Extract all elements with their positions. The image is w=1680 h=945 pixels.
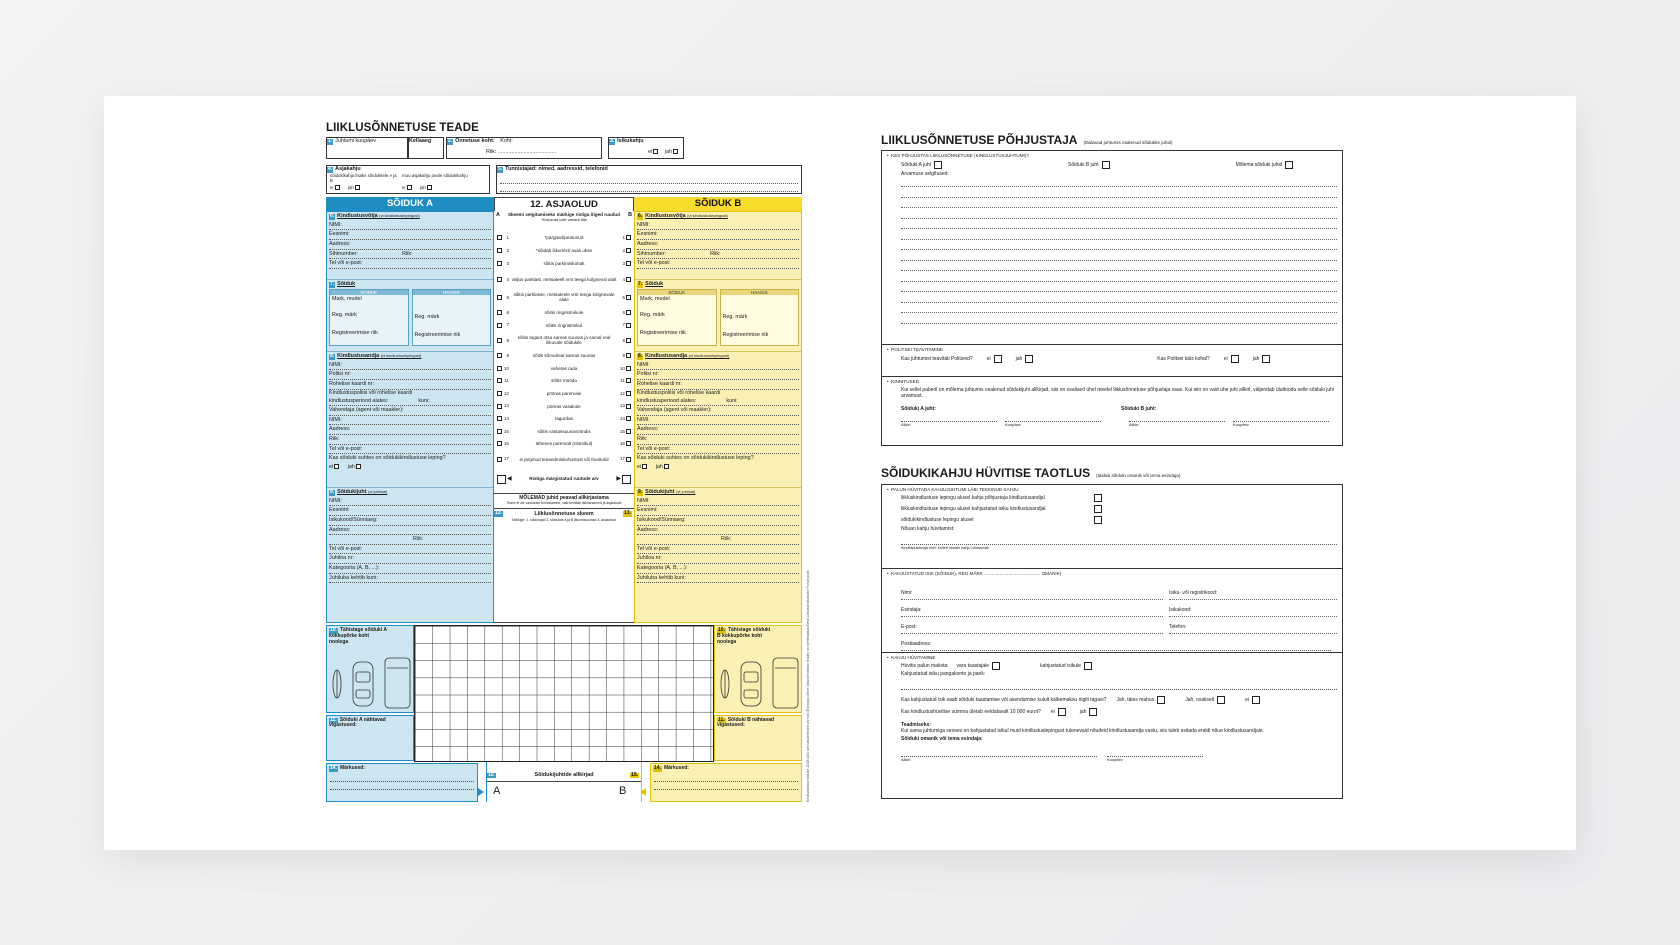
circumstance-a-checkbox[interactable]: [497, 378, 502, 383]
company-a-agent-name-field[interactable]: NIMI:: [329, 416, 491, 426]
injury-yes-checkbox[interactable]: [673, 149, 678, 154]
company-b-name-field[interactable]: NIMI:: [637, 361, 799, 371]
company-a-name-field[interactable]: NIMI:: [329, 361, 491, 371]
reason-line[interactable]: [901, 313, 1337, 324]
circumstance-row: 9 sõitis kõrvalreal samas suunas 9: [496, 349, 632, 362]
circumstance-b-checkbox[interactable]: [626, 457, 631, 462]
reason-line[interactable]: [901, 282, 1337, 293]
company-a-agent-address-field[interactable]: Aadress:: [329, 425, 491, 435]
insurer-a-firstname-field[interactable]: Eesnimi:: [329, 230, 491, 240]
circumstance-row: 11 sõitis mööda 11: [496, 375, 632, 388]
driver-b-date-field[interactable]: Kuupäev: [1233, 421, 1329, 428]
field-injury[interactable]: 3. Isikukahju ei jah: [608, 137, 684, 159]
company-a-section: 8. Kindlustusandja (vt kindlustuslepingust) NIMI: Poliisi nr: Rohelise kaardi nr: Kindlustuspoliisi või rohelise kaardi kindlustusperiood alates: kuni: Vahendaja (agent või maakler): NIMI: Aadress: Riik: Tel või e-post: Kas sõiduki suhtes on sõidukikindlustuse leping? ei jah: [327, 352, 493, 488]
circumstance-row: 13 pööras vasakule 13: [496, 400, 632, 413]
vehicle-b-reg-field[interactable]: Reg. märk: [640, 311, 665, 318]
circumstance-b-checkbox[interactable]: [626, 295, 631, 300]
police-informed-no-checkbox[interactable]: [994, 355, 1002, 363]
letter-b: B: [619, 785, 627, 797]
damage-b-yes-checkbox[interactable]: [427, 185, 432, 190]
driver-b-valid-field[interactable]: Juhiluba kehtib kuni:: [637, 574, 799, 584]
vehicle-a-column: [326, 211, 494, 623]
bank-account-field[interactable]: [901, 689, 1337, 690]
circumstance-b-checkbox[interactable]: [626, 248, 631, 253]
police-present-yes-checkbox[interactable]: [1262, 355, 1270, 363]
pay-injured-checkbox[interactable]: [1084, 662, 1092, 670]
driver-b-category-field[interactable]: Kategooria (A, B, ...):: [637, 564, 799, 574]
company-a-agent-contact-field[interactable]: Tel või e-post:: [329, 445, 491, 455]
circumstance-a-checkbox[interactable]: [497, 441, 502, 446]
reason-line[interactable]: [901, 187, 1337, 198]
owner-date-field[interactable]: Kuupäev: [1107, 756, 1203, 763]
injury-no-checkbox[interactable]: [653, 149, 658, 154]
reason-line[interactable]: [901, 271, 1337, 282]
vat-partial-checkbox[interactable]: [1217, 696, 1225, 704]
field-location[interactable]: 2. Õnnetuse koht: Koht: Riik: .......................................: [446, 137, 602, 159]
company-b-agent-field[interactable]: Vahendaja (agent või maakler):: [637, 406, 799, 416]
damage-a-no-checkbox[interactable]: [335, 185, 340, 190]
circumstance-row: 8 sõitis tagant otsa samas suunas ja samal real liikuvale sõidukile 8: [496, 331, 632, 349]
trailer-a-country-field[interactable]: Registreerimise riik: [414, 331, 461, 338]
company-a-agent-field[interactable]: Vahendaja (agent või maakler):: [329, 406, 491, 416]
driver-b-license-field[interactable]: Juhiloa nr:: [637, 554, 799, 564]
insurer-b-contact-field[interactable]: Tel või e-post:: [637, 259, 799, 269]
accident-report-form: [326, 122, 810, 802]
field-property-damage[interactable]: 4. Asjakahju sõidukikahju lisaks sõidukitele A ja B muu asjakahju peale sõidukikahju ei jah ei jah: [326, 165, 490, 194]
driver-a-name-field[interactable]: NIMI:: [329, 497, 491, 507]
insurer-a-contact-field[interactable]: Tel või e-post:: [329, 259, 491, 269]
cause-a-checkbox[interactable]: [934, 161, 942, 169]
sum-no-checkbox[interactable]: [1058, 708, 1066, 716]
arrow-b-icon: [640, 788, 646, 796]
circumstance-a-checkbox[interactable]: [497, 416, 502, 421]
person-email-field[interactable]: E-post:: [901, 617, 1163, 634]
circumstance-b-checkbox[interactable]: [626, 366, 631, 371]
count-b-box[interactable]: [622, 475, 631, 484]
vehicle-b-make-field[interactable]: Mark, mudel: [640, 295, 670, 302]
circumstance-a-checkbox[interactable]: [497, 457, 502, 462]
circumstance-row: 3 sõitis parkimiskohalt 3: [496, 258, 632, 271]
claim-section: • PALUN HÜVITADA KAHJUJUHTUMI LÄBI TEKKINUD KAHJU liikluskindlustuse lepingu alusel kahju põhjustaja kindlustusandjal liikluskindlustuse lepingu alusel kahjustatud isiku kindlustusandjal sõidukikindlustuse lepingu alusel Nõuan kahju hüvitamist: Kindlustusandja nimi, kellelt nõuate kahju hüvitamist • KAHJUSTATUD ISIK (SÕIDUK), REG.MÄRK ............................................ OMANIK) Nimi: Esindaja: E-post: Postiaadress: Isiku- või registrikood: Isikukood: Telefon: • KAHJU HÜVITAMINE Hüvitis palun maksta: vara taastajale kahjustatud isikule Kahjustatud isiku pangakonto ja pank: Kas kahjustatud isik saab sõiduki taastamise või asendamise kulult käibemaksu riigilt tagasi? Jah, täies mahus Jah, osaliselt ei Kas kindlustushüvitise summa ületab eeldatavalt 10 000 eurot? ei jah Teadmiseks: Kui sama juhtumiga seoses on kahjustatud isikul muid kindlustuslepingust tulenevaid nõudeid kindlustusandja vastu, siis tuleb esitada eraldi nõue kindlustusandjale. Sõiduki omanik või tema esindaja: Allkiri Kuupäev: [881, 484, 1343, 799]
circumstance-a-checkbox[interactable]: [497, 235, 502, 240]
damage-a-yes-checkbox[interactable]: [355, 185, 360, 190]
circumstance-row: 2 *sõidab liikumist/ avas ukse 2: [496, 244, 632, 258]
cause-title: LIIKLUSÕNNETUSE PÕHJUSTAJA (täidavad juhtumis osalenud sõidukite juhid): [881, 133, 1173, 147]
cause-both-checkbox[interactable]: [1285, 161, 1293, 169]
reason-lines[interactable]: [887, 177, 1337, 324]
circumstance-b-checkbox[interactable]: [626, 277, 631, 282]
circumstance-b-checkbox[interactable]: [626, 441, 631, 446]
document-card: [104, 96, 1576, 850]
circumstance-b-checkbox[interactable]: [626, 416, 631, 421]
circumstance-row: 1 *pargitud/peatunud 1: [496, 231, 632, 244]
circumstance-b-checkbox[interactable]: [626, 235, 631, 240]
insurance-b-no-checkbox[interactable]: [642, 464, 647, 469]
driver-a-section: 9. Sõidukijuht (vt juhiloal) NIMI: Eesnimi: Isikukood/Sünniaeg: Aadress: Riik: Tel või e-post: Juhiloa nr: Kategooria (A, B, ...): Juhiluba kehtib kuni:: [327, 488, 493, 620]
company-a-period-field[interactable]: kindlustusperiood alates: kuni:: [329, 397, 491, 407]
top-fields: [326, 137, 802, 194]
circumstance-a-checkbox[interactable]: [497, 277, 502, 282]
vehicle-a-reg-field[interactable]: Reg. märk: [332, 311, 357, 318]
driver-b-firstname-field[interactable]: Eesnimi:: [637, 506, 799, 516]
circumstance-b-checkbox[interactable]: [626, 378, 631, 383]
insurer-a-name-field[interactable]: NIMI:: [329, 221, 491, 231]
company-a-greencard-field[interactable]: Rohelise kaardi nr:: [329, 380, 491, 390]
driver-a-signature-field[interactable]: Allkiri: [901, 421, 997, 428]
circumstance-row: 5 sõitis parklasse, metsateele vmt teega külgnevale alale 5: [496, 288, 632, 306]
claim-opt3-checkbox[interactable]: [1094, 516, 1102, 524]
owner-signature-field[interactable]: Allkiri: [901, 756, 1097, 763]
company-b-agent-contact-field[interactable]: Tel või e-post:: [637, 445, 799, 455]
circumstance-row: 16 tähenes paremalt (ristmikul) 16: [496, 438, 632, 451]
vehicle-b-trailer-box: HAAGIS Reg. märk Registreerimise riik: [720, 289, 800, 346]
driver-b-idcode-field[interactable]: Isikukood/Sünniaeg:: [637, 516, 799, 526]
insurer-a-section: 6. Kindlustusvõtja (vt kindlustuslepingust) NIMI: Eesnimi: Aadress: Sihtnumber: Riik: Tel või e-post:: [327, 212, 493, 280]
driver-a-valid-field[interactable]: Juhiluba kehtib kuni:: [329, 574, 491, 584]
vehicle-b-country-field[interactable]: Registreerimise riik: [640, 330, 686, 337]
circumstance-row: 6 sõitis ringristmikule 6: [496, 306, 632, 319]
company-b-greencard-field[interactable]: Rohelise kaardi nr:: [637, 380, 799, 390]
circumstance-b-checkbox[interactable]: [626, 261, 631, 266]
circumstances-column: A Skeemi selgitamiseks märkige ristiga õiged ruudud *Kriipsuta vale variant läbi B 1 *pargitud/peatunud 1 2 *sõidab liikumist/ avas ukse 2 3 sõitis parkimiskohalt 3 4 väljus parklast, metsateelt vmt teega külgneval alalt 4 5 sõitis parklasse, metsateele vmt teega külgnevale alale 5 6 sõitis ringristmikule 6 7 sõitis ringristmikul 7 8 sõitis tagant otsa samas suunas ja samal real liikuvale sõidukile 8 9 sõitis kõrvalreal samas suunas 9 10 vahetas rada 10 11 sõitis mööda 11 12 pööras paremale 12 13 pööras vasakule 13 14 tagurdas 14 15 sõitis vastassuunavööndis 15 16 tähenes paremalt (ristmikul) 16 17 ei järginud teeandmiskohustust või fooritulid 17 ◀ Ristiga märgistatud ruutude arv ▶ MÕLEMAD juhid peavad allkirjastama Teave ei ole vastutuse tunnistamine, vaid kinnitab isikuandmeid ja asjaolusid 13. Liiklusõnnetuse skeem 13. Märkige: 1. sõidurajad 2. sõidukite A ja B liikumissuunad 3. asukohad: [494, 211, 634, 623]
circumstance-a-checkbox[interactable]: [497, 404, 502, 409]
company-b-period-field[interactable]: kindlustusperiood alates: kuni:: [637, 397, 799, 407]
claim-insurer-field[interactable]: Kindlustusandja nimi, kellelt nõuate kahju hüvitamist: [901, 544, 1337, 551]
circumstance-row: 17 ei järginud teeandmiskohustust või fooritulid 17: [496, 450, 632, 468]
company-b-agent-name-field[interactable]: NIMI:: [637, 416, 799, 426]
driver-b-address-field[interactable]: Aadress:: [637, 526, 799, 536]
reason-line[interactable]: [901, 219, 1337, 230]
circumstance-a-checkbox[interactable]: [497, 295, 502, 300]
person-address-field[interactable]: Postiaadress:: [901, 634, 1331, 651]
reason-line[interactable]: [901, 208, 1337, 219]
vehicle-a-make-field[interactable]: Mark, mudel: [332, 295, 362, 302]
claim-opt1-checkbox[interactable]: [1094, 494, 1102, 502]
vehicle-b-car-box: SÕIDUK Mark, mudel Reg. märk Registreerimise riik: [637, 289, 717, 346]
circumstance-a-checkbox[interactable]: [497, 310, 502, 315]
circumstance-b-checkbox[interactable]: [626, 338, 631, 343]
insurance-b-yes-checkbox[interactable]: [664, 464, 669, 469]
damage-b-box[interactable]: 11. Sõiduki B nähtavad vigastused:: [714, 715, 802, 761]
driver-a-idcode-field[interactable]: Isikukood/Sünniaeg:: [329, 516, 491, 526]
reason-line[interactable]: [901, 240, 1337, 251]
side-note: Kindlustuskorralduse 2018 kõik rahvusvahelised vormid (Euroopa ühtne liiklusõnnetuse teade) on kehtestatud Eesti Liikluskindlustuse Fondi poolt: [806, 570, 810, 802]
insurance-a-yes-checkbox[interactable]: [356, 464, 361, 469]
trailer-b-reg-field[interactable]: Reg. märk: [722, 313, 748, 320]
vat-no-checkbox[interactable]: [1252, 696, 1260, 704]
driver-a-country-field[interactable]: Riik:: [329, 535, 491, 545]
vehicle-silhouettes-b-icon: [715, 656, 801, 710]
circumstance-a-checkbox[interactable]: [497, 366, 502, 371]
insurer-b-postcode-field[interactable]: Sihtnumber: Riik:: [637, 250, 799, 260]
vehicle-a-country-field[interactable]: Registreerimise riik: [332, 330, 378, 337]
driver-a-address-field[interactable]: Aadress:: [329, 526, 491, 536]
insurer-b-firstname-field[interactable]: Eesnimi:: [637, 230, 799, 240]
circumstance-a-checkbox[interactable]: [497, 353, 502, 358]
reason-line[interactable]: [901, 229, 1337, 240]
company-a-agent-country-field[interactable]: Riik:: [329, 435, 491, 445]
driver-b-name-field[interactable]: NIMI:: [637, 497, 799, 507]
circumstance-row: 10 vahetas rada 10: [496, 362, 632, 375]
impact-a-box[interactable]: 10. Tähistage sõiduki A kokkupõrke koht noolega: [326, 625, 414, 713]
company-b-agent-address-field[interactable]: Aadress:: [637, 425, 799, 435]
accident-sketch-grid[interactable]: [414, 625, 714, 762]
trailer-a-reg-field[interactable]: Reg. märk: [414, 313, 440, 320]
person-phone-field[interactable]: Telefon:: [1169, 617, 1337, 634]
person-idcode-field[interactable]: Isikukood:: [1169, 600, 1337, 617]
insurer-b-section: 6. Kindlustusvõtja (vt kindlustuslepingust) NIMI: Eesnimi: Aadress: Sihtnumber: Riik: Tel või e-post:: [635, 212, 801, 280]
impact-b-box[interactable]: 10. Tähistage sõiduki B kokkupõrke koht noolega: [714, 625, 802, 713]
circumstance-row: 7 sõitis ringristmikul 7: [496, 319, 632, 332]
trailer-b-country-field[interactable]: Registreerimise riik: [722, 331, 769, 338]
reason-line[interactable]: [901, 250, 1337, 261]
driver-b-signature-field[interactable]: Allkiri: [1129, 421, 1225, 428]
person-name-field[interactable]: Nimi:: [901, 583, 1163, 600]
driver-b-country-field[interactable]: Riik:: [637, 535, 799, 545]
circumstance-b-checkbox[interactable]: [626, 429, 631, 434]
company-b-agent-country-field[interactable]: Riik:: [637, 435, 799, 445]
pay-repairer-checkbox[interactable]: [992, 662, 1000, 670]
reason-line[interactable]: [901, 198, 1337, 209]
person-representative-field[interactable]: Esindaja:: [901, 600, 1163, 617]
circumstance-b-checkbox[interactable]: [626, 323, 631, 328]
notes-b-box[interactable]: 14. Märkused:: [650, 763, 802, 802]
arrow-a-icon: [478, 788, 484, 796]
circumstance-a-checkbox[interactable]: [497, 248, 502, 253]
claim-form: [881, 133, 1343, 799]
cause-section: • KES PÕHJUSTAS LIIKLUSÕNNETUSE (KINDLUSTUSJUHTUMI)? Sõiduki A juht Sõiduki B juht Mõlema sõiduki juhid Arvamuse selgitused: • POLITSEI TEAVITAMINE Kas juhtumist teavitati Politseid? ei jah Kas Politsei käis kohal? ei jah • KINNITUSED Kui sellel paberil on mõlema juhtumis osalenud sõidukijuhi allkirjad, siis on osalised ühel meelel liiklusõnnetuse põhjustaja osas. Kui siin on vaid ühe juhi allkiri, väljendab ülaltoodu selle sõiduki juhi arvamust. Sõiduki A juht: Sõiduki B juht: Allkiri Kuupäev Allkiri Kuupäev: [881, 150, 1343, 446]
insurance-a-no-checkbox[interactable]: [334, 464, 339, 469]
circumstance-row: 12 pööras paremale 12: [496, 387, 632, 400]
form-title: LIIKLUSÕNNETUSE TEADE: [326, 122, 479, 134]
field-time[interactable]: Kellaaeg: [408, 137, 444, 159]
insurer-a-address-field[interactable]: Aadress:: [329, 240, 491, 250]
insurer-a-postcode-field[interactable]: Sihtnumber: Riik:: [329, 250, 491, 260]
police-present-no-checkbox[interactable]: [1231, 355, 1239, 363]
reason-line[interactable]: [901, 303, 1337, 314]
vehicle-b-section: 7. Sõiduk SÕIDUK Mark, mudel Reg. märk Registreerimise riik HAAGIS Reg. märk Registreerimise riik: [635, 280, 801, 352]
circumstance-a-checkbox[interactable]: [497, 338, 502, 343]
vehicle-silhouettes-a-icon: [327, 656, 413, 710]
insurer-b-name-field[interactable]: NIMI:: [637, 221, 799, 231]
damage-a-box[interactable]: 11. Sõiduki A nähtavad vigastused:: [326, 715, 414, 761]
claim-title: SÕIDUKIKAHJU HÜVITISE TAOTLUS (täidab sõiduki omanik või tema esindaja): [881, 466, 1181, 480]
company-b-section: 8. Kindlustusandja (vt kindlustuslepingust) NIMI: Poliisi nr: Rohelise kaardi nr: Kindlustuspoliisi või rohelise kaardi kindlustusperiood alates: kuni: Vahendaja (agent või maakler): NIMI: Aadress: Riik: Tel või e-post: Kas sõiduki suhtes on sõidukikindlustuse leping? ei jah: [635, 352, 801, 488]
circumstance-b-checkbox[interactable]: [626, 391, 631, 396]
circumstance-a-checkbox[interactable]: [497, 261, 502, 266]
driver-b-contact-field[interactable]: Tel või e-post:: [637, 545, 799, 555]
driver-a-firstname-field[interactable]: Eesnimi:: [329, 506, 491, 516]
vat-full-checkbox[interactable]: [1157, 696, 1165, 704]
vehicle-a-header: SÕIDUK A: [326, 197, 494, 211]
vehicle-b-column: [634, 211, 802, 623]
field-witnesses[interactable]: 5. Tunnistajad: nimed, aadressid, telefonid: [496, 165, 802, 194]
vehicle-a-section: 7. Sõiduk SÕIDUK Mark, mudel Reg. märk Registreerimise riik HAAGIS Reg. märk Registreerimise riik: [327, 280, 493, 352]
circumstance-a-checkbox[interactable]: [497, 391, 502, 396]
circumstance-a-checkbox[interactable]: [497, 429, 502, 434]
reason-line[interactable]: [901, 292, 1337, 303]
circumstance-b-checkbox[interactable]: [626, 404, 631, 409]
driver-b-section: 9. Sõidukijuht (vt juhiloal) NIMI: Eesnimi: Isikukood/Sünniaeg: Aadress: Riik: Tel või e-post: Juhiloa nr: Kategooria (A, B, ...): Juhiluba kehtib kuni:: [635, 488, 801, 620]
vehicle-a-trailer-box: HAAGIS Reg. märk Registreerimise riik: [412, 289, 492, 346]
vehicle-a-car-box: SÕIDUK Mark, mudel Reg. märk Registreerimise riik: [329, 289, 409, 346]
claim-opt2-checkbox[interactable]: [1094, 505, 1102, 513]
cause-b-checkbox[interactable]: [1102, 161, 1110, 169]
police-informed-yes-checkbox[interactable]: [1025, 355, 1033, 363]
count-a-box[interactable]: [497, 475, 506, 484]
notes-a-box[interactable]: 14. Märkused:: [326, 763, 478, 802]
circumstance-a-checkbox[interactable]: [497, 323, 502, 328]
driver-a-contact-field[interactable]: Tel või e-post:: [329, 545, 491, 555]
company-b-policy-field[interactable]: Poliisi nr:: [637, 370, 799, 380]
circumstances-list: [494, 231, 634, 468]
insurer-b-address-field[interactable]: Aadress:: [637, 240, 799, 250]
company-a-policy-field[interactable]: Poliisi nr:: [329, 370, 491, 380]
circumstance-row: 14 tagurdas 14: [496, 412, 632, 425]
driver-a-category-field[interactable]: Kategooria (A, B, ...):: [329, 564, 491, 574]
letter-a: A: [493, 785, 501, 797]
person-regcode-field[interactable]: Isiku- või registrikood:: [1169, 583, 1337, 600]
circumstance-b-checkbox[interactable]: [626, 310, 631, 315]
vehicle-b-header: SÕIDUK B: [634, 197, 802, 211]
damage-b-no-checkbox[interactable]: [407, 185, 412, 190]
signature-box[interactable]: 15. Sõidukijuhtide allkirjad 15.: [486, 762, 642, 802]
circumstances-header: 12. ASJAOLUD: [494, 197, 634, 212]
reason-line[interactable]: [901, 177, 1337, 188]
circumstance-row: 15 sõitis vastassuunavööndis 15: [496, 425, 632, 438]
sum-yes-checkbox[interactable]: [1089, 708, 1097, 716]
field-date[interactable]: 1. Juhtumi kuupäev: [326, 137, 408, 159]
reason-line[interactable]: [901, 261, 1337, 272]
circumstance-b-checkbox[interactable]: [626, 353, 631, 358]
driver-a-license-field[interactable]: Juhiloa nr:: [329, 554, 491, 564]
driver-a-date-field[interactable]: Kuupäev: [1005, 421, 1101, 428]
circumstance-row: 4 väljus parklast, metsateelt vmt teega külgneval alalt 4: [496, 270, 632, 288]
